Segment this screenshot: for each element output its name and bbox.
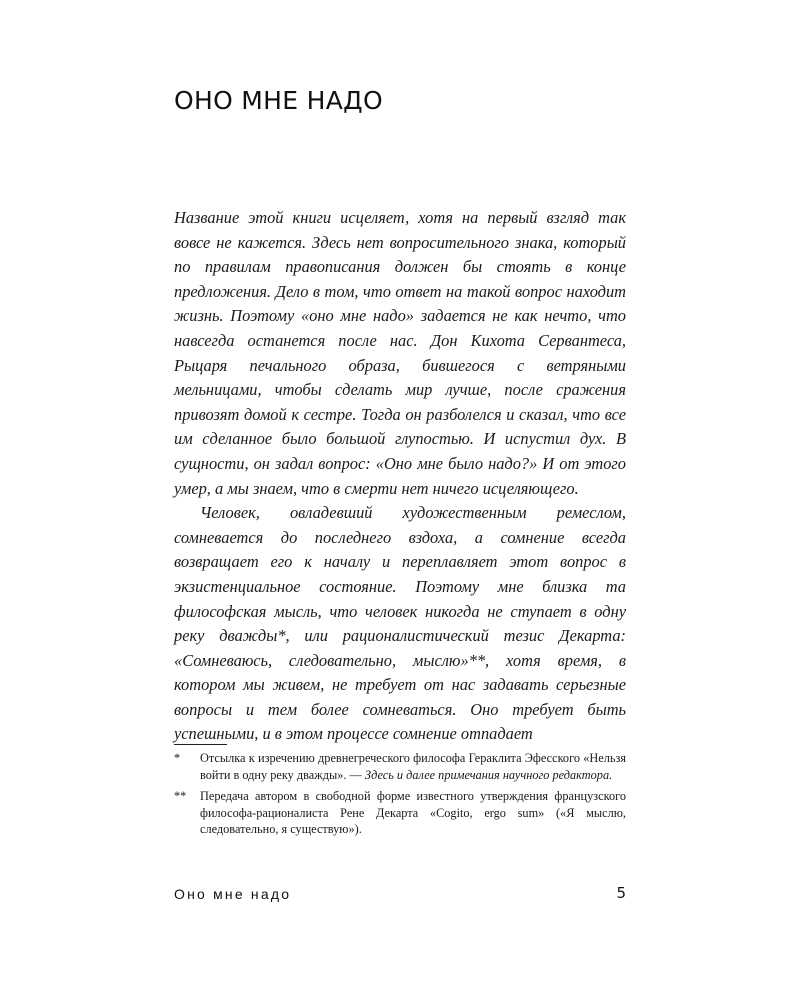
footnote-1 — [174, 750, 626, 783]
paragraph-1: Название этой книги исцеляет, хотя на первый взгляд так вовсе не кажется. Здесь нет вопросительного знака, который по правилам правописания должен бы стоять в конце предложения. Дело в том, что ответ на такой вопрос находит жизнь. Поэтому «оно мне надо» задается не как нечто, что навсегда останется после нас. Дон Кихота Сервантеса, Рыцаря печального образа, бившегося с ветряными мельницами, чтобы сделать мир лучше, после сражения привозят домой к сестре. Тогда он разболелся и сказал, что все им сделанное было большой глупостью. И испустил дух. В сущности, он задал вопрос: «Оно мне было надо?» И от этого умер, а мы знаем, что в смерти нет ничего исцеляющего. — [174, 208, 626, 498]
editor-note: Здесь и далее примечания научного редактора. — [364, 767, 613, 782]
footnote-2 — [174, 788, 626, 838]
paragraph-2: Человек, овладевший художественным ремеслом, сомневается до последнего вздоха, а сомнение всегда возвращает его к началу и переплавляет этот вопрос в экзистенциальное состояние. Поэтому мне близка та философская мысль, что человек никогда не ступает в одну реку дважды*, или рационалистический тезис Декарта: «Сомневаюсь, следовательно, мыслю»**, хотя время, в котором мы живем, не требует от нас задавать серьезные вопросы и тем более сомневаться. Оно требует быть успешными, и в этом процессе сомнение отпадает — [174, 503, 626, 744]
footnote-text — [200, 750, 626, 783]
footnote-body: Отсылка к изречению древнегреческого философа Гераклита Эфесского «Нельзя войти в одну реку дважды». — — [200, 751, 626, 782]
chapter-title: ОНО МНЕ НАДО — [174, 86, 383, 115]
running-footer-title: Оно мне надо — [174, 886, 292, 902]
page-number: 5 — [616, 884, 626, 902]
footnote-divider — [174, 744, 227, 745]
footnote-marker: ** — [174, 789, 187, 804]
footnote-marker: * — [174, 751, 181, 765]
footnote-text: Передача автором в свободной форме известного утверждения французского философа-рационалиста Рене Декарта «Cogito, ergo sum» («Я мыслю, следовательно, я существую»). — [200, 789, 626, 837]
body-text — [174, 206, 626, 747]
footnotes — [174, 750, 626, 843]
